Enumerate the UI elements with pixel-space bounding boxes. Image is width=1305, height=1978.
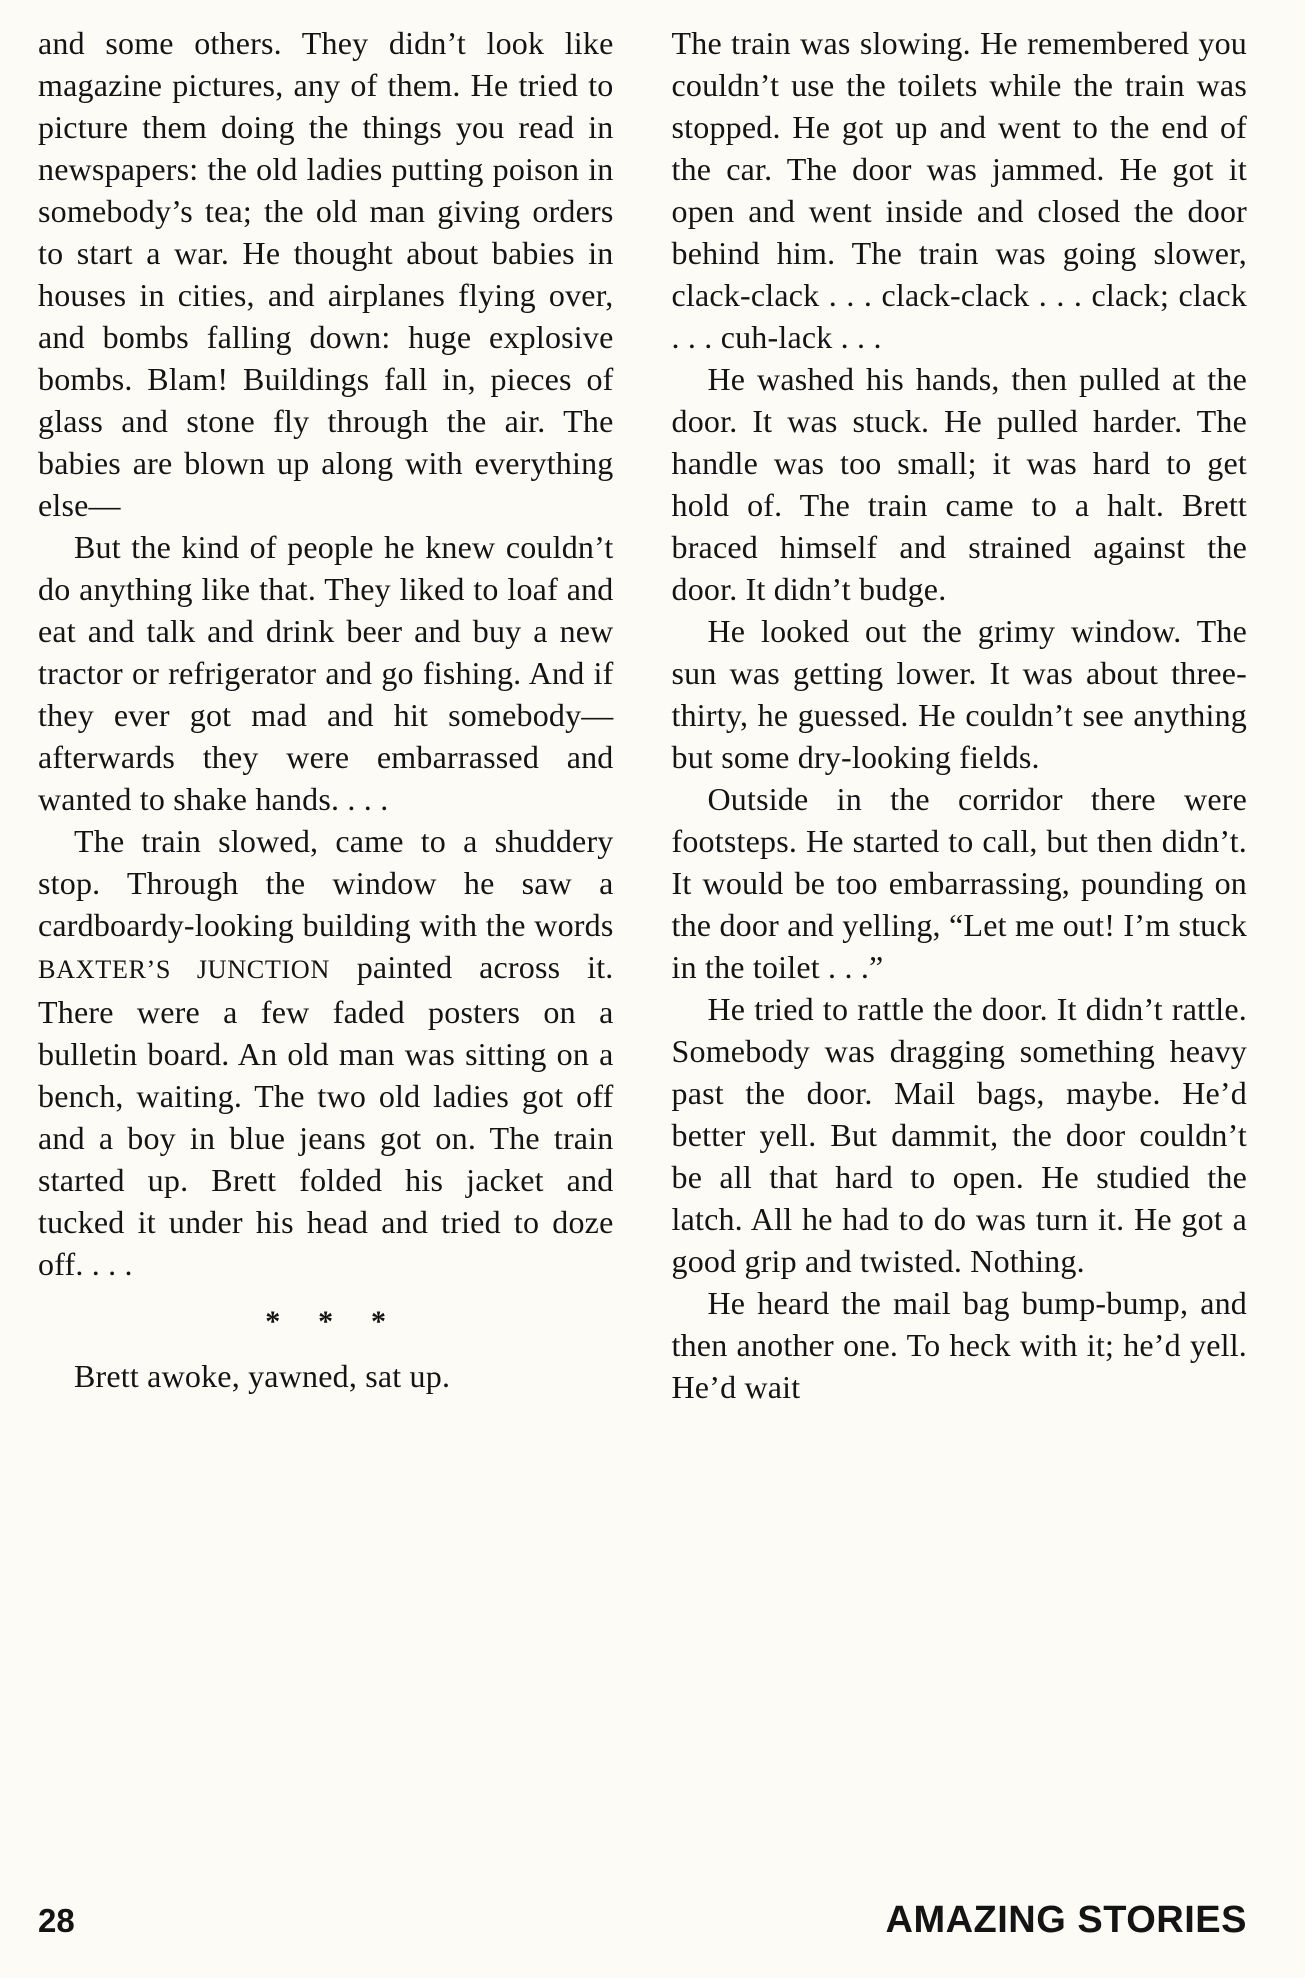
paragraph: He tried to rattle the door. It didn’t rattle. Somebody was dragging something heavy past the door. Mail bags, maybe. He’d better yell. But dammit, the door couldn’t be all that hard to open. He studied the latch. All he had to do was turn it. He got a good grip and twisted. Nothing. xyxy=(671,991,1247,1279)
left-column xyxy=(38,22,614,1881)
paragraph-text: The train slowed, came to a shuddery stop. Through the window he saw a cardboardy-looking building with the words xyxy=(38,823,614,943)
text-columns xyxy=(38,22,1247,1881)
paragraph: But the kind of people he knew couldn’t do anything like that. They liked to loaf and eat and talk and drink beer and buy a new tractor or refrigerator and go fishing. And if they ever got mad and hit somebody—afterwards they were embarrassed and wanted to shake hands. . . . xyxy=(38,529,614,817)
paragraph: He looked out the grimy window. The sun was getting lower. It was about three-thirty, he guessed. He couldn’t see anything but some dry-looking fields. xyxy=(671,613,1247,775)
paragraph: Brett awoke, yawned, sat up. xyxy=(74,1358,451,1394)
paragraph-text: painted across it. There were a few faded posters on a bulletin board. An old man was sitting on a bench, waiting. The two old ladies got off and a boy in blue jeans got on. The train started up. Brett folded his jacket and tucked it under his head and tried to doze off. . . . xyxy=(38,949,614,1282)
page-footer xyxy=(38,1881,1247,1942)
paragraph xyxy=(38,820,614,1285)
paragraph: He washed his hands, then pulled at the door. It was stuck. He pulled harder. The handle was too small; it was hard to get hold of. The train came to a halt. Brett braced himself and strained against the door. It didn’t budge. xyxy=(671,361,1247,607)
magazine-title: AMAZING STORIES xyxy=(885,1899,1247,1941)
paragraph: and some others. They didn’t look like magazine pictures, any of them. He tried to picture them doing the things you read in newspapers: the old ladies putting poison in somebody’s tea; the old man giving orders to start a war. He thought about babies in houses in cities, and airplanes flying over, and bombs falling down: huge explosive bombs. Blam! Buildings fall in, pieces of glass and stone fly through the air. The babies are blown up along with everything else— xyxy=(38,25,614,523)
paragraph: He heard the mail bag bump-bump, and then another one. To heck with it; he’d yell. He’d wait xyxy=(671,1285,1247,1405)
right-column xyxy=(672,22,1248,1881)
station-name-caps: BAXTER’S JUNCTION xyxy=(38,955,330,984)
section-separator: * * * xyxy=(265,1305,387,1338)
paragraph: Outside in the corridor there were footsteps. He started to call, but then didn’t. It would be too embarrassing, pounding on the door and yelling, “Let me out! I’m stuck in the toilet . . .” xyxy=(671,781,1247,985)
paragraph: The train was slowing. He remembered you couldn’t use the toilets while the train was stopped. He got up and went to the end of the car. The door was jammed. He got it open and went inside and closed the door behind him. The train was going slower, clack-clack . . . clack-clack . . . clack; clack . . . cuh-lack . . . xyxy=(671,25,1247,355)
page-number: 28 xyxy=(38,1902,75,1939)
